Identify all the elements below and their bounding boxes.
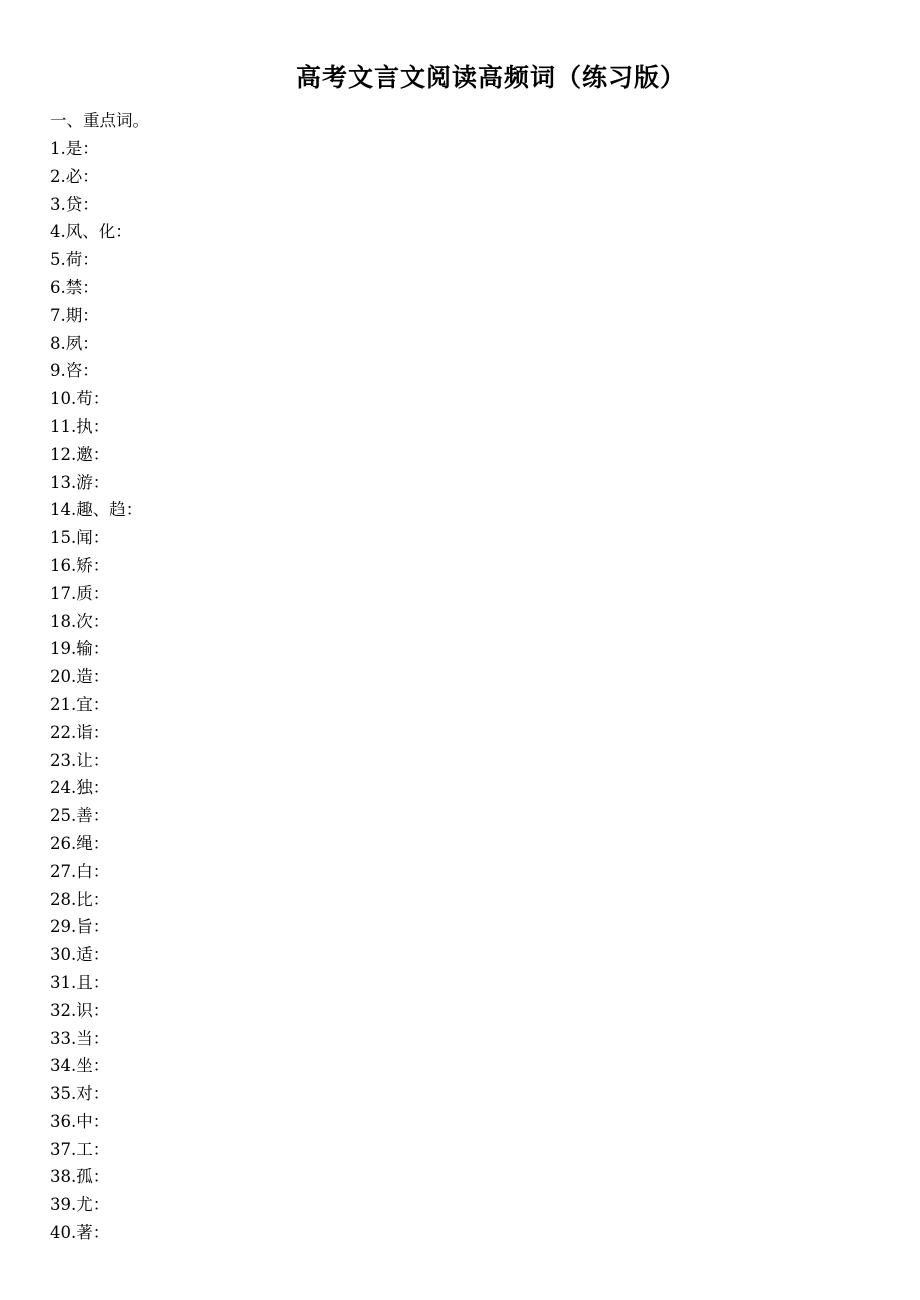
- vocabulary-item: 17.质：: [50, 583, 110, 603]
- vocabulary-item: 33.当：: [50, 1028, 110, 1048]
- vocabulary-item: 11.执：: [50, 416, 110, 436]
- vocabulary-item: 18.次：: [50, 611, 110, 631]
- vocabulary-item: 36.中：: [50, 1111, 110, 1131]
- vocabulary-item: 16.矫：: [50, 555, 110, 575]
- vocabulary-item: 10.苟：: [50, 389, 110, 409]
- vocabulary-item: 8.夙：: [50, 333, 99, 353]
- vocabulary-item: 22.诣：: [50, 722, 110, 742]
- vocabulary-item: 32.识：: [50, 1000, 110, 1020]
- vocabulary-item: 1.是：: [50, 139, 99, 158]
- vocabulary-item: 15.闻：: [50, 528, 110, 548]
- document-title: 高考文言文阅读高频词（练习版）: [295, 63, 686, 92]
- vocabulary-item: 5.荷：: [50, 250, 99, 270]
- vocabulary-item: 25.善：: [50, 806, 110, 826]
- vocabulary-item: 31.且：: [50, 972, 110, 992]
- vocabulary-item: 26.绳：: [50, 833, 110, 853]
- vocabulary-item: 39.尤：: [50, 1195, 110, 1215]
- vocabulary-item: 21.宜：: [50, 694, 110, 714]
- vocabulary-list: [50, 136, 142, 1248]
- vocabulary-item: 20.造：: [50, 667, 110, 687]
- vocabulary-item: 19.输：: [50, 639, 110, 659]
- vocabulary-item: 34.坐：: [50, 1056, 110, 1076]
- vocabulary-item: 29.旨：: [50, 917, 110, 937]
- vocabulary-item: 14.趣、趋：: [50, 500, 143, 520]
- vocabulary-item: 27.白：: [50, 861, 110, 881]
- vocabulary-item: 24.独：: [50, 778, 110, 798]
- vocabulary-item: 28.比：: [50, 889, 110, 909]
- vocabulary-item: 4.风、化：: [50, 222, 132, 242]
- vocabulary-item: 7.期：: [50, 305, 99, 325]
- vocabulary-item: 6.禁：: [50, 277, 99, 297]
- vocabulary-item: 35.对：: [50, 1084, 110, 1104]
- vocabulary-item: 37.工：: [50, 1139, 110, 1159]
- vocabulary-item: 3.贷：: [50, 194, 99, 214]
- vocabulary-item: 23.让：: [50, 750, 110, 770]
- vocabulary-item: 13.游：: [50, 472, 110, 492]
- vocabulary-item: 9.咨：: [50, 361, 99, 381]
- vocabulary-item: 30.适：: [50, 945, 110, 965]
- vocabulary-item: 2.必：: [50, 166, 99, 186]
- vocabulary-item: 40.著：: [50, 1223, 110, 1243]
- vocabulary-item: 38.孤：: [50, 1167, 110, 1187]
- section-heading: 一、重点词。: [50, 111, 149, 130]
- vocabulary-item: 12.邀：: [50, 444, 110, 464]
